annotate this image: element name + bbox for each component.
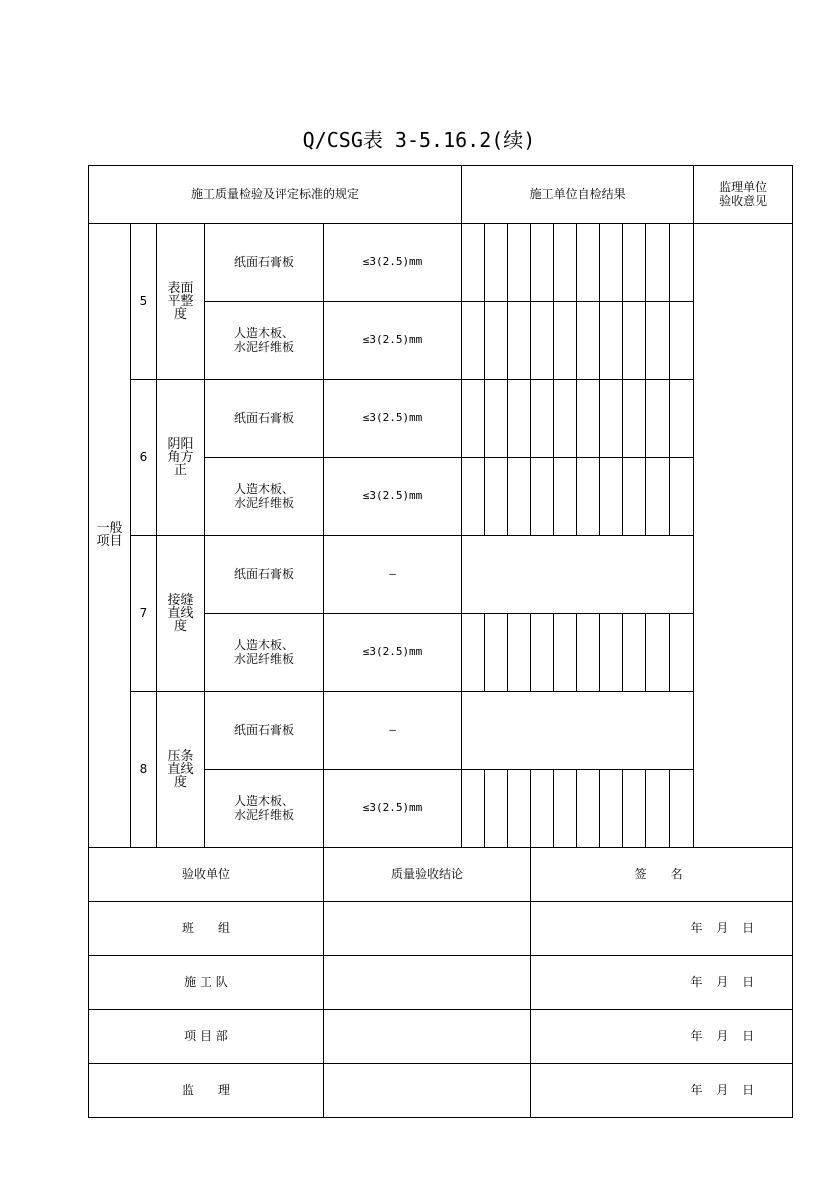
check-cell[interactable] xyxy=(485,302,508,380)
check-cell[interactable] xyxy=(646,614,670,692)
check-cell[interactable] xyxy=(670,614,694,692)
material-cell: 纸面石膏板 xyxy=(205,224,324,302)
acceptance-row xyxy=(89,902,793,956)
check-cell[interactable] xyxy=(646,302,670,380)
check-cell[interactable] xyxy=(623,458,646,536)
check-cell[interactable] xyxy=(485,770,508,848)
tolerance-value: ≤3(2.5)mm xyxy=(324,302,462,380)
acceptance-unit: 施 工 队 xyxy=(89,956,324,1010)
item-number: 7 xyxy=(131,536,157,692)
tolerance-value: ≤3(2.5)mm xyxy=(324,224,462,302)
check-cell[interactable] xyxy=(508,614,531,692)
check-cell[interactable] xyxy=(531,458,554,536)
check-cell[interactable] xyxy=(577,458,600,536)
signature-date-field[interactable]: 年 月 日 xyxy=(531,1010,793,1064)
conclusion-field[interactable] xyxy=(324,902,531,956)
check-cell[interactable] xyxy=(670,458,694,536)
header-row xyxy=(89,166,793,224)
check-cell[interactable] xyxy=(531,770,554,848)
check-cell-merged[interactable] xyxy=(462,692,694,770)
check-cell[interactable] xyxy=(485,458,508,536)
material-cell: 纸面石膏板 xyxy=(205,692,324,770)
check-cell[interactable] xyxy=(646,458,670,536)
tolerance-value: ≤3(2.5)mm xyxy=(324,770,462,848)
check-cell[interactable] xyxy=(577,380,600,458)
check-cell[interactable] xyxy=(554,380,577,458)
conclusion-field[interactable] xyxy=(324,1010,531,1064)
check-cell[interactable] xyxy=(577,614,600,692)
category-cell: 一般项目 xyxy=(89,224,131,848)
table-row xyxy=(89,380,793,458)
check-cell[interactable] xyxy=(623,224,646,302)
check-cell[interactable] xyxy=(577,302,600,380)
material-cell: 人造木板、水泥纤维板 xyxy=(205,302,324,380)
acceptance-unit: 监 理 xyxy=(89,1064,324,1118)
check-cell[interactable] xyxy=(670,380,694,458)
conclusion-field[interactable] xyxy=(324,956,531,1010)
tolerance-value: – xyxy=(324,536,462,614)
acceptance-row xyxy=(89,1064,793,1118)
check-cell[interactable] xyxy=(623,614,646,692)
tolerance-value: ≤3(2.5)mm xyxy=(324,458,462,536)
check-cell[interactable] xyxy=(462,770,485,848)
material-cell: 人造木板、水泥纤维板 xyxy=(205,770,324,848)
check-cell[interactable] xyxy=(462,302,485,380)
acceptance-unit-header: 验收单位 xyxy=(89,848,324,902)
check-cell[interactable] xyxy=(600,614,623,692)
check-cell[interactable] xyxy=(531,614,554,692)
check-cell[interactable] xyxy=(646,224,670,302)
check-cell[interactable] xyxy=(508,380,531,458)
check-cell[interactable] xyxy=(508,224,531,302)
item-number: 6 xyxy=(131,380,157,536)
check-cell[interactable] xyxy=(462,380,485,458)
check-cell[interactable] xyxy=(531,380,554,458)
item-number: 8 xyxy=(131,692,157,848)
tolerance-value: ≤3(2.5)mm xyxy=(324,380,462,458)
check-cell[interactable] xyxy=(485,380,508,458)
check-cell-merged[interactable] xyxy=(462,536,694,614)
check-cell[interactable] xyxy=(600,380,623,458)
check-cell[interactable] xyxy=(462,224,485,302)
check-cell[interactable] xyxy=(623,770,646,848)
check-cell[interactable] xyxy=(508,458,531,536)
acceptance-unit: 班 组 xyxy=(89,902,324,956)
material-cell: 人造木板、水泥纤维板 xyxy=(205,458,324,536)
tolerance-value: ≤3(2.5)mm xyxy=(324,614,462,692)
check-cell[interactable] xyxy=(646,380,670,458)
check-cell[interactable] xyxy=(623,380,646,458)
check-cell[interactable] xyxy=(508,770,531,848)
check-cell[interactable] xyxy=(623,302,646,380)
check-cell[interactable] xyxy=(554,224,577,302)
table-row xyxy=(89,692,793,770)
table-row xyxy=(89,224,793,302)
check-cell[interactable] xyxy=(600,224,623,302)
standard-header: 施工质量检验及评定标准的规定 xyxy=(89,166,462,224)
material-cell: 纸面石膏板 xyxy=(205,380,324,458)
check-cell[interactable] xyxy=(462,614,485,692)
signature-date-field[interactable]: 年 月 日 xyxy=(531,1064,793,1118)
acceptance-row xyxy=(89,956,793,1010)
acceptance-conclusion-header: 质量验收结论 xyxy=(324,848,531,902)
signature-header: 签 名 xyxy=(531,848,793,902)
check-cell[interactable] xyxy=(554,614,577,692)
check-cell[interactable] xyxy=(600,770,623,848)
inspection-table xyxy=(88,165,793,1118)
check-cell[interactable] xyxy=(600,302,623,380)
check-cell[interactable] xyxy=(531,302,554,380)
supervisor-opinion-cell[interactable] xyxy=(694,224,793,848)
signature-date-field[interactable]: 年 月 日 xyxy=(531,956,793,1010)
check-cell[interactable] xyxy=(508,302,531,380)
check-cell[interactable] xyxy=(600,458,623,536)
item-name: 压条直线度 xyxy=(157,692,205,848)
check-cell[interactable] xyxy=(485,614,508,692)
acceptance-unit: 项 目 部 xyxy=(89,1010,324,1064)
material-cell: 纸面石膏板 xyxy=(205,536,324,614)
self-check-header: 施工单位自检结果 xyxy=(462,166,694,224)
item-name: 表面平整度 xyxy=(157,224,205,380)
check-cell[interactable] xyxy=(485,224,508,302)
check-cell[interactable] xyxy=(670,770,694,848)
acceptance-header-row xyxy=(89,848,793,902)
table-row xyxy=(89,536,793,614)
item-number: 5 xyxy=(131,224,157,380)
check-cell[interactable] xyxy=(577,770,600,848)
check-cell[interactable] xyxy=(577,224,600,302)
supervisor-header: 监理单位验收意见 xyxy=(694,166,793,224)
check-cell[interactable] xyxy=(646,770,670,848)
check-cell[interactable] xyxy=(462,458,485,536)
signature-date-field[interactable]: 年 月 日 xyxy=(531,902,793,956)
tolerance-value: – xyxy=(324,692,462,770)
check-cell[interactable] xyxy=(554,458,577,536)
check-cell[interactable] xyxy=(670,302,694,380)
check-cell[interactable] xyxy=(670,224,694,302)
item-name: 接缝直线度 xyxy=(157,536,205,692)
acceptance-row xyxy=(89,1010,793,1064)
material-cell: 人造木板、水泥纤维板 xyxy=(205,614,324,692)
form-title: Q/CSG表 3-5.16.2(续) xyxy=(302,128,536,152)
check-cell[interactable] xyxy=(554,302,577,380)
check-cell[interactable] xyxy=(554,770,577,848)
conclusion-field[interactable] xyxy=(324,1064,531,1118)
check-cell[interactable] xyxy=(531,224,554,302)
item-name: 阴阳角方正 xyxy=(157,380,205,536)
